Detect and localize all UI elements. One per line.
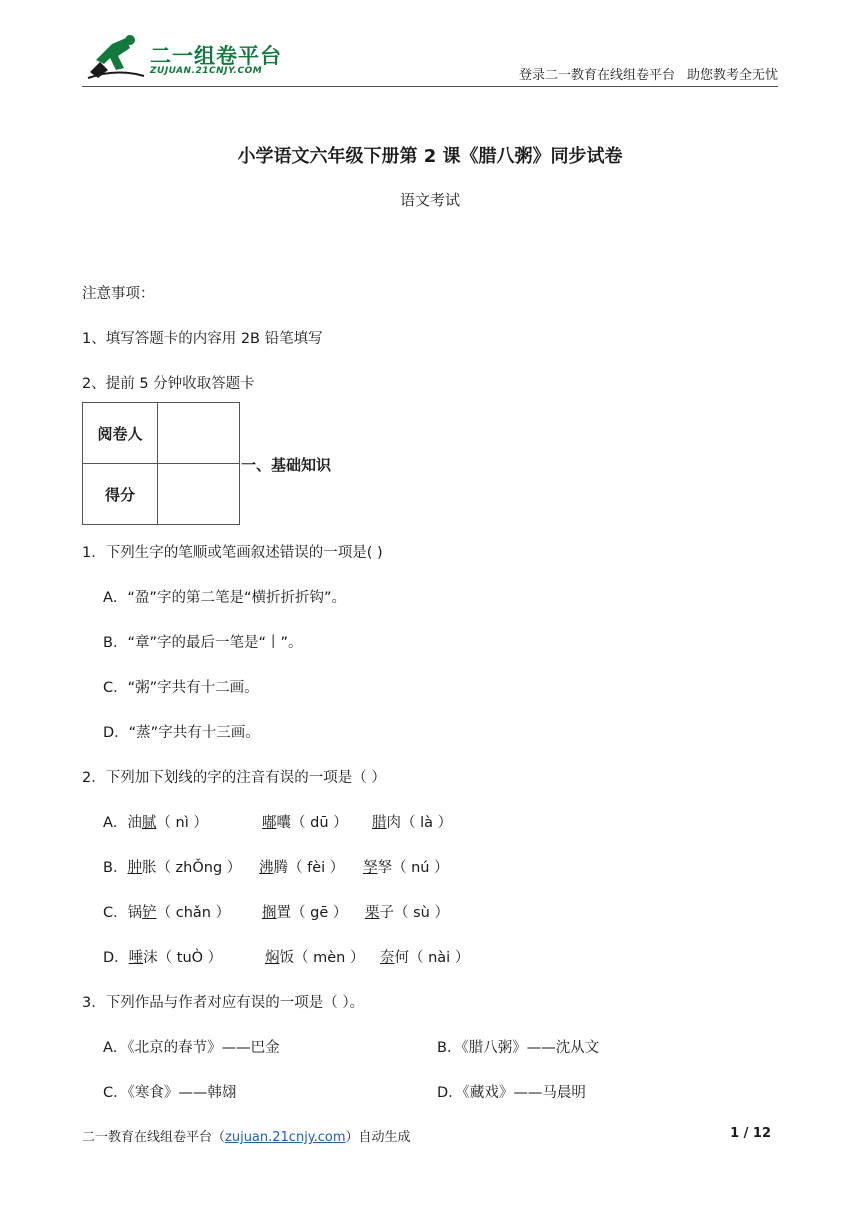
underlined-char: 铲 <box>142 905 157 921</box>
question-3-option-d: D．《藏戏》——马晨明 <box>437 1085 586 1101</box>
question-3-stem: 3．下列作品与作者对应有误的一项是（ ）。 <box>82 995 365 1011</box>
reviewer-cell <box>158 403 240 464</box>
opt-text: 肉（ là ） <box>386 815 453 831</box>
question-3-option-c: C．《寒食》——韩翃 <box>103 1085 237 1101</box>
opt-text: B． <box>103 860 128 876</box>
footer-link[interactable]: zujuan.21cnjy.com <box>225 1130 346 1145</box>
question-1-option-b: B．“章”字的最后一笔是“丨”。 <box>103 635 303 651</box>
opt-text: 沫（ tuÒ ） <box>143 950 223 966</box>
underlined-char: 搁 <box>262 905 277 921</box>
notice-heading: 注意事项： <box>82 286 155 302</box>
header-divider <box>82 86 778 87</box>
opt-text: 胀（ zhǑng ） <box>141 860 242 876</box>
question-2-stem: 2．下列加下划线的字的注音有误的一项是（ ） <box>82 770 386 786</box>
question-2-option-a <box>0 811 860 833</box>
score-label: 得分 <box>83 464 158 525</box>
opt-text: （ nì ） <box>156 815 208 831</box>
opt-text: 饭（ mèn ） <box>279 950 365 966</box>
opt-text: 置（ gē ） <box>276 905 348 921</box>
underlined-char: 腊 <box>372 815 387 831</box>
page-title: 小学语文六年级下册第 2 课《腊八粥》同步试卷 <box>237 146 623 167</box>
opt-text: 子（ sù ） <box>379 905 449 921</box>
opt-text: （ chǎn ） <box>156 905 231 921</box>
underlined-char: 沸 <box>259 860 274 876</box>
footer-source <box>82 1126 411 1145</box>
question-2-option-c <box>0 901 860 923</box>
page-number: 1 / 12 <box>730 1126 771 1141</box>
logo-text: 二一组卷平台 <box>150 44 282 68</box>
header-tagline: 助您教考全无忧 <box>686 68 778 83</box>
question-1-stem: 1．下列生字的笔顺或笔画叙述错误的一项是( ) <box>82 545 383 561</box>
page-subtitle: 语文考试 <box>399 191 460 209</box>
header-slogan <box>507 64 778 83</box>
opt-text: 腾（ fèi ） <box>273 860 345 876</box>
question-3-option-b: B．《腊八粥》——沈从文 <box>437 1040 600 1056</box>
question-1-option-a: A．“盈”字的第二笔是“横折折折钩”。 <box>103 590 346 606</box>
underlined-char: 唾 <box>128 950 144 966</box>
question-1-option-c: C．“粥”字共有十二画。 <box>103 680 259 696</box>
logo-subtext: ZUJUAN.21CNJY.COM <box>150 66 263 76</box>
underlined-char: 肿 <box>127 860 142 876</box>
question-2-option-b <box>0 856 860 878</box>
underlined-char: 栗 <box>365 905 380 921</box>
underlined-char: 嘟 <box>262 815 277 831</box>
underlined-char: 焖 <box>265 950 280 966</box>
notice-item-2: 2、提前 5 分钟收取答题卡 <box>82 376 255 392</box>
question-3-option-a: A．《北京的春节》——巴金 <box>103 1040 280 1056</box>
question-2-option-d <box>0 946 860 968</box>
section-heading: 一、基础知识 <box>241 456 332 474</box>
underlined-char: 孥 <box>363 860 378 876</box>
opt-text: 何（ nài ） <box>394 950 470 966</box>
header-login-text[interactable]: 登录二一教育在线组卷平台 <box>518 68 675 83</box>
opt-text: D． <box>103 950 129 966</box>
underlined-char: 腻 <box>141 815 157 831</box>
notice-item-1: 1、填写答题卡的内容用 2B 铅笔填写 <box>82 331 323 347</box>
footer-prefix: 二一教育在线组卷平台（ <box>82 1130 226 1145</box>
question-1-option-d: D．“蒸”字共有十三画。 <box>103 725 260 741</box>
opt-text: A．油 <box>103 815 142 831</box>
opt-text: 孥（ nú ） <box>377 860 449 876</box>
footer-suffix: ）自动生成 <box>345 1130 411 1145</box>
underlined-char: 奈 <box>380 950 395 966</box>
score-table <box>82 402 240 525</box>
opt-text: 囔（ dū ） <box>276 815 348 831</box>
score-cell <box>158 464 240 525</box>
reviewer-label: 阅卷人 <box>83 403 158 464</box>
opt-text: C．锅 <box>103 905 143 921</box>
